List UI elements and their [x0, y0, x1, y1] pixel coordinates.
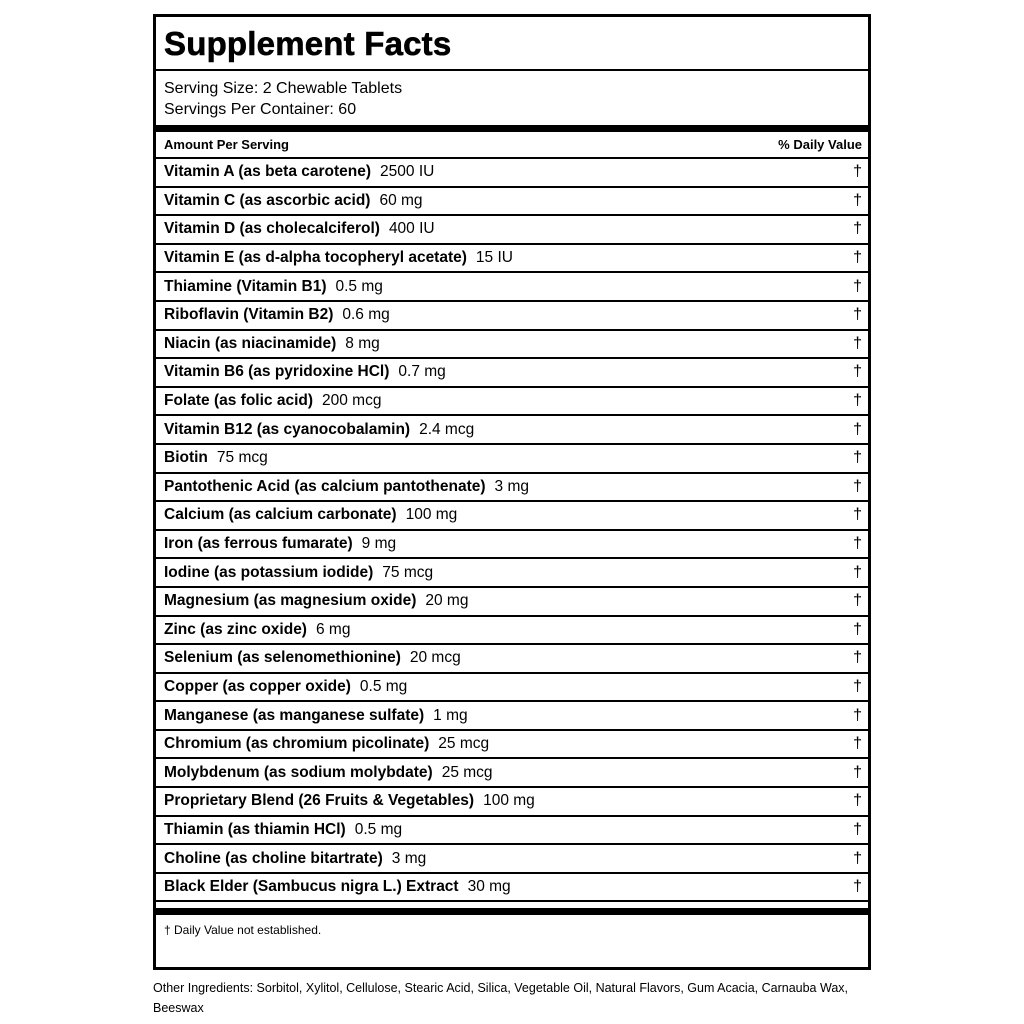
nutrient-amount: 0.6 mg: [342, 306, 390, 324]
nutrient-row: [156, 674, 868, 703]
nutrient-amount: 25 mcg: [441, 763, 493, 781]
nutrient-amount: 1 mg: [433, 706, 468, 724]
nutrient-label: [164, 592, 468, 610]
nutrient-row: [156, 559, 868, 588]
daily-value-dagger: †: [853, 763, 862, 781]
nutrient-label: [164, 792, 535, 810]
nutrient-name: Folate (as folic acid): [164, 392, 314, 410]
nutrient-label: [164, 735, 489, 753]
nutrient-amount: 3 mg: [494, 477, 530, 495]
nutrient-amount: 0.5 mg: [354, 820, 403, 838]
nutrient-row: [156, 216, 868, 245]
daily-value-dagger: †: [853, 392, 862, 410]
nutrient-amount: 20 mcg: [409, 649, 461, 667]
nutrient-row: [156, 416, 868, 445]
nutrient-amount: 9 mg: [361, 535, 397, 553]
nutrient-amount: 0.7 mg: [398, 363, 446, 381]
nutrient-row: [156, 388, 868, 417]
nutrient-name: Magnesium (as magnesium oxide): [164, 592, 417, 610]
nutrient-amount: 400 IU: [388, 220, 435, 238]
nutrient-amount: 3 mg: [391, 849, 427, 867]
nutrient-row: [156, 273, 868, 302]
nutrient-amount: 2.4 mcg: [419, 420, 475, 438]
daily-value-dagger: †: [853, 449, 862, 467]
nutrient-amount: 75 mcg: [382, 563, 434, 581]
daily-value-dagger: †: [853, 535, 862, 553]
nutrient-label: [164, 649, 461, 667]
nutrient-label: [164, 850, 426, 868]
daily-value-dagger: †: [853, 277, 862, 295]
nutrient-row: [156, 702, 868, 731]
nutrient-name: Iodine (as potassium iodide): [164, 563, 374, 581]
nutrient-row: [156, 188, 868, 217]
nutrient-amount: 0.5 mg: [335, 277, 383, 295]
nutrient-amount: 100 mg: [405, 506, 458, 524]
nutrient-amount: 6 mg: [315, 620, 351, 638]
nutrient-row: [156, 731, 868, 760]
nutrient-row: [156, 359, 868, 388]
nutrient-name: Thiamin (as thiamin HCl): [164, 820, 346, 838]
nutrient-row: [156, 474, 868, 503]
nutrient-name: Proprietary Blend (26 Fruits & Vegetables): [164, 792, 475, 810]
nutrient-label: [164, 707, 468, 725]
daily-value-dagger: †: [853, 420, 862, 438]
nutrient-amount: 20 mg: [425, 592, 469, 610]
daily-value-dagger: †: [853, 849, 862, 867]
nutrient-label: [164, 421, 474, 439]
nutrient-row: [156, 159, 868, 188]
nutrient-label: [164, 192, 423, 210]
nutrient-name: Biotin: [164, 449, 208, 467]
nutrient-row: [156, 874, 868, 903]
nutrient-label: [164, 764, 493, 782]
daily-value-dagger: †: [853, 306, 862, 324]
nutrient-row: [156, 502, 868, 531]
nutrient-amount: 75 mcg: [216, 449, 268, 467]
daily-value-dagger: †: [853, 820, 862, 838]
nutrient-name: Vitamin B6 (as pyridoxine HCl): [164, 363, 390, 381]
nutrient-amount: 25 mcg: [438, 735, 490, 753]
nutrient-row: [156, 245, 868, 274]
nutrient-label: [164, 220, 435, 238]
nutrient-row: [156, 617, 868, 646]
column-header-row: [156, 132, 868, 159]
title-row: [156, 17, 868, 71]
nutrient-label: [164, 506, 457, 524]
nutrient-label: [164, 621, 350, 639]
daily-value-dagger: †: [853, 677, 862, 695]
daily-value-dagger: †: [853, 220, 862, 238]
nutrient-amount: 30 mg: [467, 878, 511, 896]
serving-size: Serving Size: 2 Chewable Tablets: [164, 80, 403, 97]
nutrient-amount: 100 mg: [483, 792, 535, 810]
footnote: † Daily Value not established.: [164, 923, 322, 938]
nutrient-label: [164, 306, 390, 324]
nutrient-amount: 60 mg: [379, 191, 423, 209]
nutrient-label: [164, 564, 433, 582]
nutrient-label: [164, 478, 529, 496]
nutrient-amount: 200 mcg: [322, 392, 382, 410]
daily-value-dagger: †: [853, 792, 862, 810]
nutrient-label: [164, 163, 434, 181]
nutrient-row: [156, 845, 868, 874]
daily-value-dagger: †: [853, 735, 862, 753]
daily-value-dagger: †: [853, 477, 862, 495]
nutrient-row: [156, 645, 868, 674]
thick-divider-top: [156, 125, 868, 132]
nutrient-amount: 2500 IU: [380, 163, 435, 181]
nutrient-row: [156, 302, 868, 331]
nutrient-name: Calcium (as calcium carbonate): [164, 506, 397, 524]
daily-value-dagger: †: [853, 563, 862, 581]
nutrient-amount: 15 IU: [475, 249, 513, 267]
daily-value-dagger: †: [853, 620, 862, 638]
nutrient-name: Vitamin C (as ascorbic acid): [164, 191, 371, 209]
nutrient-amount: 0.5 mg: [359, 677, 408, 695]
daily-value-dagger: †: [853, 706, 862, 724]
panel-title: Supplement Facts: [164, 25, 452, 62]
nutrient-name: Vitamin D (as cholecalciferol): [164, 220, 380, 238]
nutrient-label: [164, 363, 446, 381]
nutrient-name: Molybdenum (as sodium molybdate): [164, 763, 433, 781]
nutrient-row: [156, 759, 868, 788]
nutrient-label: [164, 278, 383, 296]
daily-value-dagger: †: [853, 334, 862, 352]
nutrient-row: [156, 588, 868, 617]
daily-value-dagger: †: [853, 363, 862, 381]
supplement-facts-panel: [153, 14, 871, 970]
nutrient-name: Iron (as ferrous fumarate): [164, 535, 353, 553]
nutrient-label: [164, 821, 402, 839]
nutrient-amount: 8 mg: [345, 334, 380, 352]
nutrient-name: Vitamin E (as d-alpha tocopheryl acetate): [164, 249, 467, 267]
servings-per-container: Servings Per Container: 60: [164, 101, 357, 118]
nutrient-label: [164, 392, 381, 410]
nutrient-row: [156, 445, 868, 474]
nutrient-name: Choline (as choline bitartrate): [164, 849, 383, 867]
thick-divider-bottom: [156, 908, 868, 915]
nutrient-name: Selenium (as selenomethionine): [164, 649, 401, 667]
other-ingredients: Other Ingredients: Sorbitol, Xylitol, Cellulose, Stearic Acid, Silica, Vegetable Oil, Natural Flavors, Gum Acacia, Carnauba Wax, Beeswax: [153, 981, 848, 1015]
daily-value-dagger: †: [853, 249, 862, 267]
nutrient-name: Riboflavin (Vitamin B2): [164, 306, 334, 324]
nutrient-label: [164, 335, 380, 353]
nutrient-name: Manganese (as manganese sulfate): [164, 706, 425, 724]
nutrient-name: Vitamin B12 (as cyanocobalamin): [164, 420, 411, 438]
nutrient-label: [164, 535, 396, 553]
daily-value-dagger: †: [853, 592, 862, 610]
nutrient-label: [164, 878, 511, 896]
daily-value-dagger: †: [853, 163, 862, 181]
nutrient-name: Black Elder (Sambucus nigra L.) Extract: [164, 878, 459, 896]
nutrient-name: Vitamin A (as beta carotene): [164, 163, 372, 181]
daily-value-label: % Daily Value: [778, 137, 862, 152]
nutrient-row: [156, 817, 868, 846]
nutrient-name: Thiamine (Vitamin B1): [164, 277, 327, 295]
nutrient-row: [156, 788, 868, 817]
nutrient-list: [156, 159, 868, 902]
amount-per-serving-label: Amount Per Serving: [164, 137, 289, 152]
nutrient-name: Pantothenic Acid (as calcium pantothenate): [164, 477, 486, 495]
nutrient-name: Chromium (as chromium picolinate): [164, 735, 430, 753]
nutrient-label: [164, 449, 268, 467]
daily-value-dagger: †: [853, 878, 862, 896]
nutrient-row: [156, 331, 868, 360]
nutrient-label: [164, 249, 513, 267]
nutrient-name: Zinc (as zinc oxide): [164, 620, 307, 638]
nutrient-name: Copper (as copper oxide): [164, 677, 351, 695]
daily-value-dagger: †: [853, 649, 862, 667]
daily-value-dagger: †: [853, 191, 862, 209]
daily-value-dagger: †: [853, 506, 862, 524]
nutrient-row: [156, 531, 868, 560]
nutrient-name: Niacin (as niacinamide): [164, 334, 337, 352]
nutrient-label: [164, 678, 407, 696]
serving-info: [156, 71, 868, 125]
